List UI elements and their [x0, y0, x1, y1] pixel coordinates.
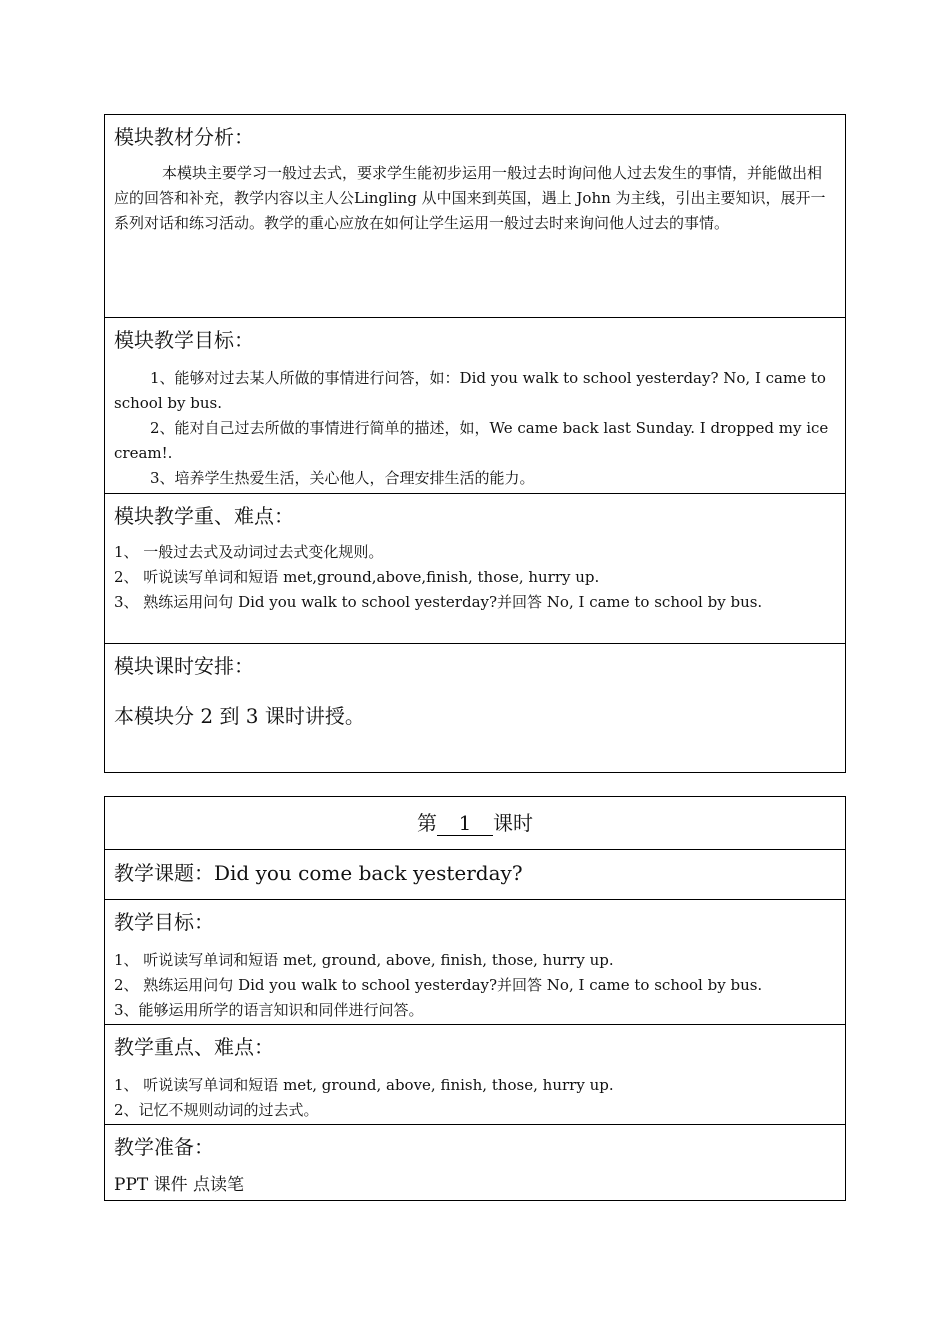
lesson-objectives-cell — [105, 899, 845, 1024]
lesson-key-point-item: 1、 听说读写单词和短语 met, ground, above, finish, those, hurry up. — [114, 1076, 614, 1094]
module-analysis-cell — [105, 115, 845, 317]
module-analysis-heading: 模块教材分析： — [114, 125, 254, 149]
module-schedule-text: 本模块分 2 到 3 课时讲授。 — [114, 704, 365, 728]
module-schedule-cell — [105, 643, 845, 772]
lesson-topic: 教学课题：Did you come back yesterday? — [114, 861, 523, 885]
lesson-objectives-heading: 教学目标： — [114, 910, 214, 934]
module-key-points-heading: 模块教学重、难点： — [114, 504, 294, 528]
lesson-objective-item: 3、能够运用所学的语言知识和同伴进行问答。 — [114, 1001, 424, 1019]
lesson-preparation-text: PPT 课件 点读笔 — [114, 1175, 245, 1195]
module-table — [104, 114, 846, 773]
lesson-number: 1 — [437, 811, 493, 836]
lesson-title-suffix: 课时 — [493, 811, 533, 835]
module-key-points-cell — [105, 493, 845, 643]
module-analysis-text: 本模块主要学习一般过去式，要求学生能初步运用一般过去时询问他人过去发生的事情，并能做出相应的回答和补充，教学内容以主人公Lingling 从中国来到英国，遇上 John 为主线，引出主要知识，展开一系列对话和练习活动。教学的重心应放在如何让学生运用一般过去时来询问他人过去的事情。 — [114, 164, 826, 232]
module-objectives-cell — [105, 317, 845, 493]
lesson-objective-item: 2、 熟练运用问句 Did you walk to school yesterday?并回答 No, I came to school by bus. — [114, 976, 763, 994]
module-objective-item: 2、能对自己过去所做的事情进行简单的描述，如，We came back last Sunday. I dropped my ice cream!. — [114, 419, 829, 462]
lesson-title-prefix: 第 — [417, 811, 437, 835]
module-key-point-item: 3、 熟练运用问句 Did you walk to school yesterday?并回答 No, I came to school by bus. — [114, 593, 763, 611]
lesson-title-cell — [105, 797, 845, 849]
lesson-preparation-cell — [105, 1124, 845, 1200]
lesson-key-points-heading: 教学重点、难点： — [114, 1035, 274, 1059]
lesson-preparation-heading: 教学准备： — [114, 1135, 214, 1159]
module-objectives-heading: 模块教学目标： — [114, 328, 254, 352]
lesson-objective-item: 1、 听说读写单词和短语 met, ground, above, finish, those, hurry up. — [114, 951, 614, 969]
module-objective-item: 3、培养学生热爱生活，关心他人，合理安排生活的能力。 — [150, 469, 535, 487]
module-key-point-item: 1、 一般过去式及动词过去式变化规则。 — [114, 543, 384, 561]
module-objective-item: 1、能够对过去某人所做的事情进行问答，如：Did you walk to school yesterday? No, I came to school by bus. — [114, 369, 826, 412]
lesson-topic-cell — [105, 849, 845, 899]
lesson-key-point-item: 2、记忆不规则动词的过去式。 — [114, 1101, 319, 1119]
module-schedule-heading: 模块课时安排： — [114, 654, 254, 678]
lesson-table — [104, 796, 846, 1201]
lesson-key-points-cell — [105, 1024, 845, 1124]
module-key-point-item: 2、 听说读写单词和短语 met,ground,above,finish, those, hurry up. — [114, 568, 600, 586]
